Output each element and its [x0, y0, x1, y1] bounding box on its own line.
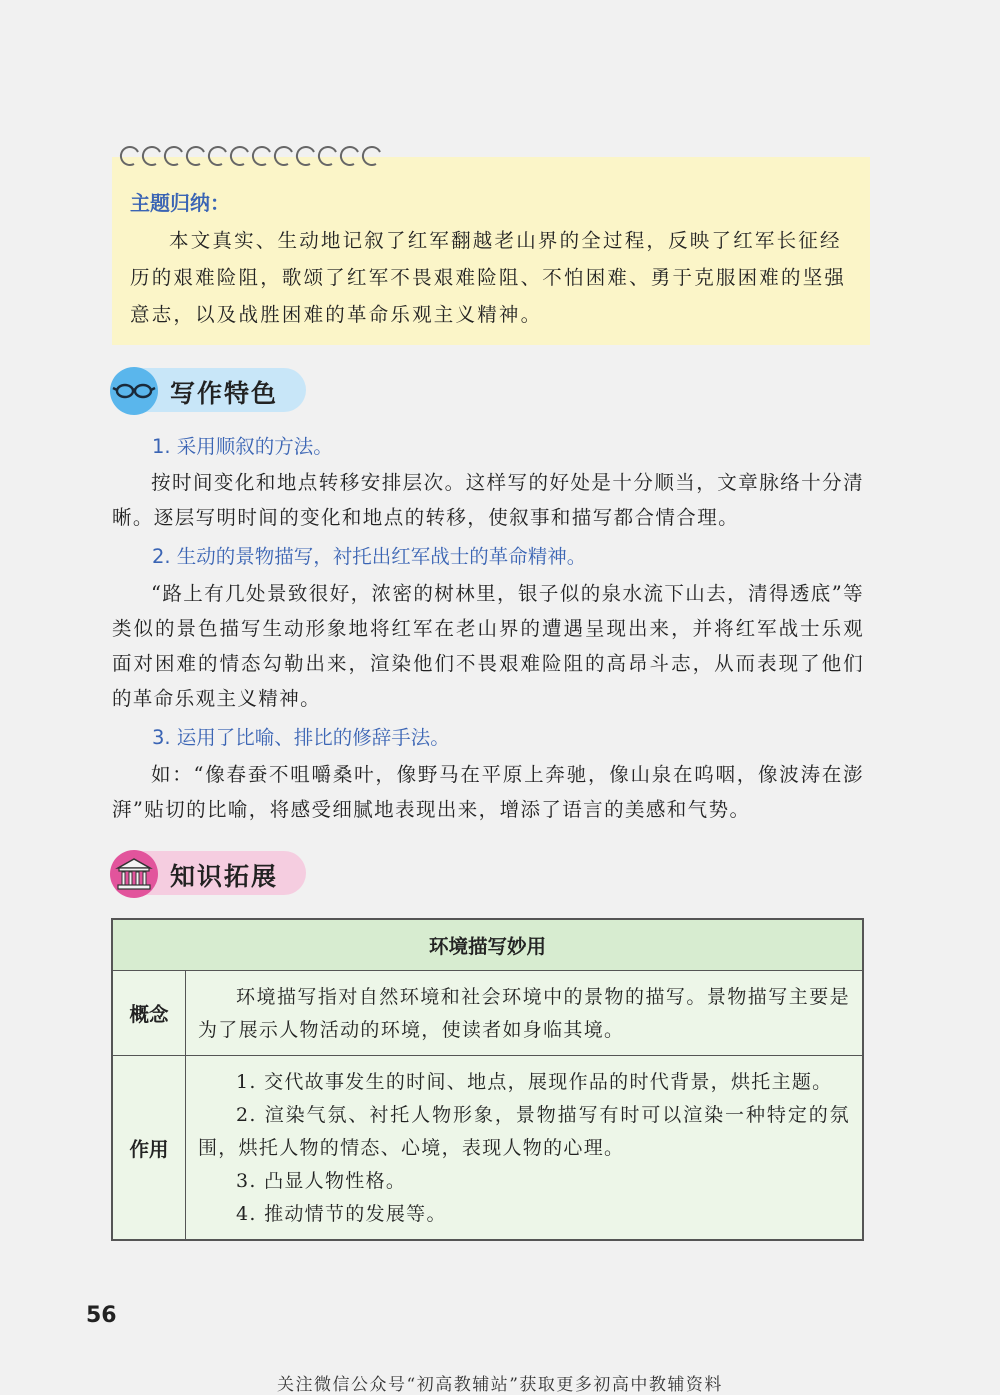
- page-number: 56: [86, 1303, 117, 1328]
- point-text-3: 如：“像春蚕不咀嚼桑叶，像野马在平原上奔驰，像山泉在呜咽，像波涛在澎湃”贴切的比喻，将感受细腻地表现出来，增添了语言的美感和气势。: [112, 763, 864, 821]
- section-header-circle: [110, 850, 158, 898]
- museum-icon: [110, 850, 158, 898]
- table-row-label: 作用: [112, 1056, 186, 1241]
- table-row-content: [186, 971, 864, 1056]
- footer-note: 关注微信公众号“初高教辅站”获取更多初高中教辅资料: [277, 1375, 723, 1395]
- summary-title: 主题归纳：: [130, 191, 230, 215]
- point-title-3: 3. 运用了比喻、排比的修辞手法。: [152, 726, 450, 749]
- binder-rings-icon: [116, 144, 396, 174]
- table-row-text: 3. 凸显人物性格。: [236, 1170, 407, 1192]
- section-header-knowledge: [110, 850, 310, 898]
- point-title-2: 2. 生动的景物描写，衬托出红军战士的革命精神。: [152, 545, 587, 568]
- knowledge-table: [111, 918, 864, 1241]
- table-row-text: 环境描写指对自然环境和社会环境中的景物的描写。景物描写主要是为了展示人物活动的环境，使读者如身临其境。: [198, 986, 850, 1041]
- table-row-text: 4. 推动情节的发展等。: [236, 1203, 447, 1225]
- point-text-2: “路上有几处景致很好，浓密的树林里，银子似的泉水流下山去，清得透底”等类似的景色描写生动形象地将红军在老山界的遭遇呈现出来，并将红军战士乐观面对困难的情态勾勒出来，渲染他们不畏艰难险阻的高昂斗志，从而表现了他们的革命乐观主义精神。: [112, 582, 864, 710]
- section-header-label: 知识拓展: [170, 862, 279, 891]
- glasses-icon: [110, 367, 158, 415]
- summary-text: 本文真实、生动地记叙了红军翻越老山界的全过程，反映了红军长征经历的艰难险阻，歌颂了红军不畏艰难险阻、不怕困难、勇于克服困难的坚强意志，以及战胜困难的革命乐观主义精神。: [130, 229, 847, 326]
- table-row: [112, 971, 863, 1056]
- section-header-writing: [110, 367, 310, 415]
- point-title-1: 1. 采用顺叙的方法。: [152, 435, 333, 458]
- point-text-1: 按时间变化和地点转移安排层次。这样写的好处是十分顺当，文章脉络十分清晰。逐层写明时间的变化和地点的转移，使叙事和描写都合情合理。: [112, 471, 864, 529]
- table-row-label: 概念: [112, 971, 186, 1056]
- table-title: 环境描写妙用: [112, 919, 863, 971]
- table-row-text: 2. 渲染气氛、衬托人物形象，景物描写有时可以渲染一种特定的氛围，烘托人物的情态、心境，表现人物的心理。: [198, 1104, 850, 1159]
- table-row-content: [186, 1056, 864, 1241]
- table-row-text: 1. 交代故事发生的时间、地点，展现作品的时代背景，烘托主题。: [236, 1071, 833, 1093]
- section-header-label: 写作特色: [170, 379, 279, 408]
- table-row: [112, 1056, 863, 1241]
- section-header-circle: [110, 367, 158, 415]
